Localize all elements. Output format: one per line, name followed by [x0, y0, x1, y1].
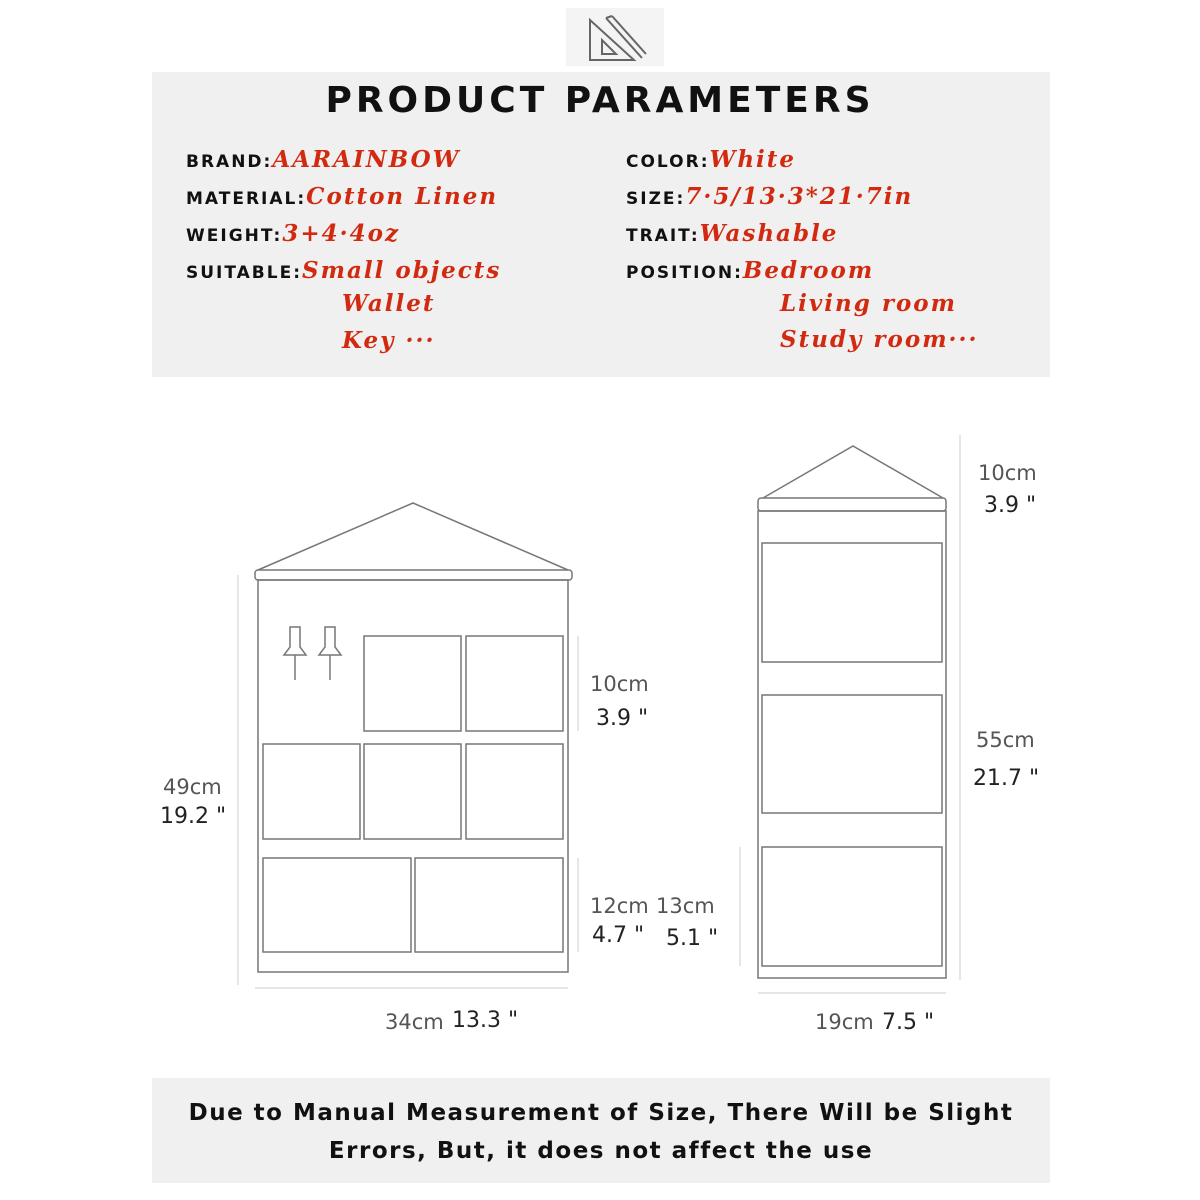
param-label: COLOR:	[626, 152, 710, 172]
param-label: SIZE:	[626, 189, 686, 209]
dim-pocket-in: 3.9 "	[596, 706, 649, 731]
side-height-in: 21.7 "	[973, 766, 1040, 791]
param-value: 7·5/13·3*21·7in	[685, 183, 914, 210]
dim-height-cm: 49cm	[163, 775, 222, 799]
param-value: AARAINBOW	[272, 146, 461, 173]
pocket	[415, 858, 563, 952]
front-view	[255, 503, 572, 972]
pocket	[364, 744, 461, 839]
dim-bottom-pocket2-cm: 13cm	[656, 894, 715, 918]
dim-width-cm: 34cm	[385, 1010, 444, 1034]
param-position-extra: Study room···	[780, 326, 979, 353]
pushpin-icon	[319, 627, 341, 680]
side-hanging-bar	[758, 498, 946, 511]
pushpin-icon	[284, 627, 306, 680]
side-body	[758, 511, 946, 978]
side-width-in: 7.5 "	[882, 1010, 935, 1035]
param-suitable-extra: Key ···	[342, 327, 436, 354]
side-roof-cm: 10cm	[978, 461, 1037, 485]
note-panel	[152, 1078, 1050, 1183]
dim-bottom-pocket-in: 4.7 "	[592, 923, 645, 948]
param-position-extra: Living room	[780, 290, 957, 317]
param-value: Small objects	[302, 257, 502, 284]
param-label: MATERIAL:	[186, 189, 307, 209]
param-value: Cotton Linen	[306, 183, 499, 210]
note-line: Errors, But, it does not affect the use	[328, 1138, 874, 1164]
pocket	[364, 636, 461, 731]
page-title: PRODUCT PARAMETERS	[325, 80, 875, 121]
param-label: WEIGHT:	[186, 226, 283, 246]
dim-height-in: 19.2 "	[160, 804, 227, 829]
param-value: White	[709, 146, 797, 173]
param-value: Bedroom	[742, 257, 875, 284]
pocket	[762, 695, 942, 813]
param-suitable-extra: Wallet	[342, 290, 436, 317]
side-roof	[763, 446, 943, 498]
pocket	[762, 847, 942, 966]
param-label: POSITION:	[626, 263, 743, 283]
dim-pocket-cm: 10cm	[590, 672, 649, 696]
param-value: Washable	[699, 220, 839, 247]
dim-bottom-pocket2-in: 5.1 "	[666, 926, 719, 951]
dim-width-in: 13.3 "	[452, 1008, 519, 1033]
front-body	[258, 580, 568, 972]
side-height-cm: 55cm	[976, 728, 1035, 752]
pocket	[762, 543, 942, 662]
side-view	[758, 446, 946, 978]
side-width-cm: 19cm	[815, 1010, 874, 1034]
pocket	[466, 744, 563, 839]
front-hanging-bar	[255, 570, 572, 580]
side-roof-in: 3.9 "	[984, 493, 1037, 518]
pocket	[466, 636, 563, 731]
front-roof	[258, 503, 568, 570]
note-line: Due to Manual Measurement of Size, There Will be Slight	[188, 1100, 1014, 1126]
pocket	[263, 744, 360, 839]
dim-bottom-pocket-cm: 12cm	[590, 894, 649, 918]
param-label: BRAND:	[186, 152, 273, 172]
param-label: TRAIT:	[626, 226, 700, 246]
param-value: 3+4·4oz	[282, 220, 401, 247]
param-label: SUITABLE:	[186, 263, 303, 283]
pocket	[263, 858, 411, 952]
